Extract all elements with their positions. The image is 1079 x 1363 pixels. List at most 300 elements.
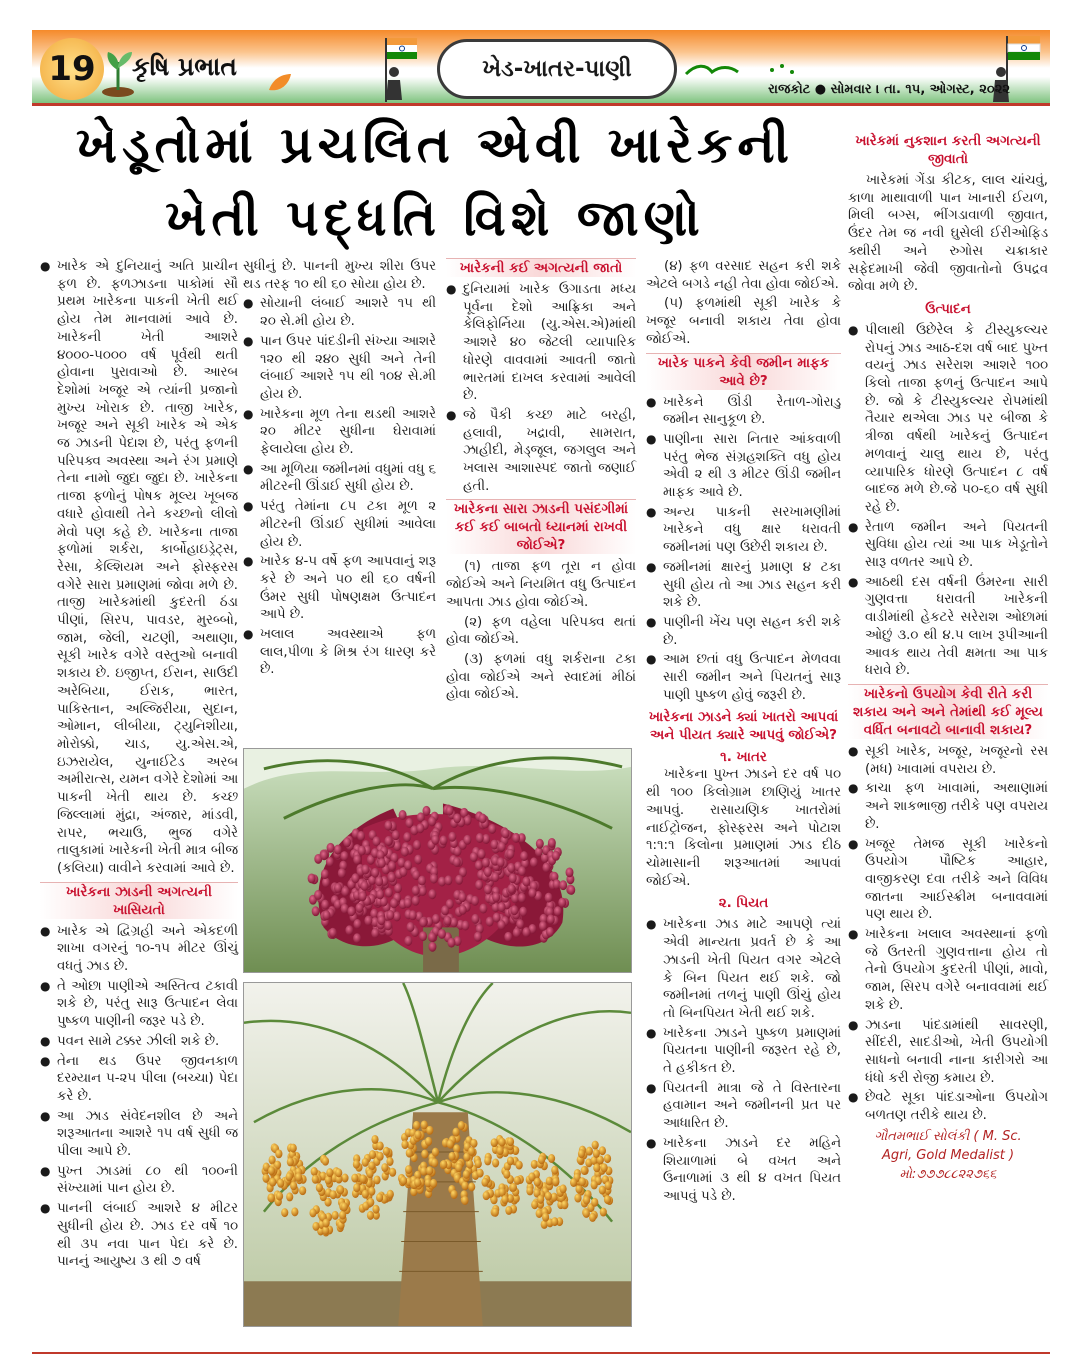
red-date-fruit [488, 824, 496, 834]
section-heading: ખારેકના સારા ઝાડની પસંદગીમાં કઈ કઈ બાબતો ધ્યાનમાં રાખવી જોઈએ? [446, 499, 636, 554]
yellow-date-fruit [277, 1179, 284, 1188]
red-date-fruit [334, 845, 342, 855]
bullet-item: ● પરંતુ તેમાંના ૮૫ ટકા મૂળ ૨ મીટરની ઊંડાઈ સુધીમાં આવેલા હોય છે. [243, 498, 436, 551]
red-date-fruit [312, 906, 320, 916]
red-date-fruit [431, 835, 439, 845]
column-2 [243, 258, 436, 681]
yellow-date-fruit [452, 1128, 459, 1137]
yellow-date-fruit [362, 1158, 369, 1167]
yellow-date-fruit [531, 1200, 538, 1209]
red-date-fruit [370, 909, 378, 919]
page-number: 19 [40, 38, 104, 100]
red-date-fruit [327, 843, 335, 853]
yellow-date-fruit [372, 1205, 379, 1214]
yellow-dates-photo [243, 982, 632, 1327]
yellow-date-fruit [578, 1149, 585, 1158]
yellow-date-fruit [332, 1211, 339, 1220]
red-date-fruit [528, 888, 536, 898]
red-date-fruit [428, 942, 436, 952]
red-date-fruit [536, 839, 544, 849]
yellow-date-fruit [574, 1194, 581, 1203]
red-date-fruit [341, 904, 349, 914]
section-heading: ખારેકના ઝાડની અગત્યની ખાસિયતો [40, 882, 238, 919]
red-date-fruit [504, 932, 512, 942]
red-date-fruit [548, 838, 556, 848]
yellow-date-fruit [552, 1177, 559, 1186]
red-date-fruit [419, 917, 427, 927]
red-date-fruit [364, 916, 372, 926]
column-4 [646, 258, 841, 1208]
dateline: રાજકોટ ● સોમવાર । તા. ૧૫, ઓગસ્ટ, ૨૦૨૨ [768, 82, 1010, 97]
yellow-date-fruit [353, 1183, 360, 1192]
yellow-date-fruit [311, 1167, 318, 1176]
red-date-fruit [461, 921, 469, 931]
red-date-fruit [546, 927, 554, 937]
red-date-fruit [322, 877, 330, 887]
yellow-date-fruit [510, 1183, 517, 1192]
red-date-fruit [444, 875, 452, 885]
yellow-date-fruit [339, 1211, 346, 1220]
yellow-date-fruit [405, 1165, 412, 1174]
bullet-item: ● જમીનમાં ક્ષારનું પ્રમાણ ૪ ટકા સુધી હોય તો આ ઝાડ સહન કરી શકે છે. [646, 559, 841, 612]
numbered-item: (૫) ફળમાંથી સૂકી ખારેક કે ખજૂર બનાવી શકાય તેવા હોવા જોઈએ. [646, 296, 841, 347]
red-date-fruit [422, 806, 430, 816]
yellow-date-fruit [421, 1120, 428, 1129]
yellow-date-fruit [548, 1154, 555, 1163]
bullet-item: ● સૂકી ખારેક, ખજૂર, ખજૂરનો રસ (મધ) ખાવામાં વપરાય છે. [848, 743, 1048, 778]
red-date-fruit [320, 850, 328, 860]
bullet-item: ● ખલાલ અવસ્થાએ ફળ લાલ,પીળા કે મિશ્ર રંગ ધારણ કરે છે. [243, 626, 436, 679]
yellow-date-fruit [579, 1177, 586, 1186]
yellow-date-fruit [400, 1176, 407, 1185]
red-date-fruit [441, 905, 449, 915]
red-date-fruit [471, 896, 479, 906]
yellow-date-fruit [286, 1192, 293, 1201]
bullet-item: ● ખારેકના ખલાલ અવસ્થાનાં ફળો જે ઉતરતી ગુણવત્તાના હોય તો તેનો ઉપયોગ કુદરતી પીણાં, માવો, જામ, સિરપ વગેરે બનાવવામાં થઈ શકે છે. [848, 926, 1048, 1015]
yellow-date-fruit [491, 1138, 498, 1147]
yellow-date-fruit [368, 1187, 375, 1196]
section-heading: ખારેક પાકને કેવી જમીન માફક આવે છે? [646, 353, 841, 390]
red-date-fruit [407, 922, 415, 932]
yellow-date-fruit [561, 1200, 568, 1209]
yellow-date-fruit [430, 1179, 437, 1188]
yellow-date-fruit [505, 1206, 512, 1215]
red-date-fruit [371, 868, 379, 878]
yellow-date-fruit [341, 1174, 348, 1183]
bullet-item: ● પાન ઉપર પાંદડીની સંખ્યા આશરે ૧૨૦ થી ૨૪૦ સુધી અને તેની લંબાઈ આશરે ૧૫ થી ૧૦૪ સે.મી હોય છે. [243, 333, 436, 404]
yellow-date-fruit [425, 1137, 432, 1146]
section-heading: ખારેકમાં નુકશાન કરતી અગત્યની જીવાતો [855, 133, 1041, 167]
yellow-date-fruit [377, 1142, 384, 1151]
red-date-fruit [377, 915, 385, 925]
yellow-date-fruit [376, 1193, 383, 1202]
yellow-date-fruit [389, 1168, 396, 1177]
yellow-date-fruit [316, 1183, 323, 1192]
red-date-fruit [314, 890, 322, 900]
yellow-date-fruit [458, 1121, 465, 1130]
yellow-date-fruit [290, 1144, 297, 1153]
yellow-date-fruit [470, 1139, 477, 1148]
yellow-date-fruit [290, 1181, 297, 1190]
red-date-fruit [384, 836, 392, 846]
section-heading: ખારેકનો ઉપયોગ કેવી રીતે કરી શકાય અને અને તેમાંથી કઈ મૂલ્ય વર્ધિત બનાવટો બાનાવી શકાય? [848, 684, 1048, 739]
red-date-fruit [519, 907, 527, 917]
red-date-fruit [371, 928, 379, 938]
red-date-fruit [347, 906, 355, 916]
bullet-item: ● ખારેકના મૂળ તેના થડથી આશરે ૨૦ મીટર સુધીના ઘેરાવામાં ફેલાયેલા હોય છે. [243, 406, 436, 459]
bird-icon [682, 58, 802, 82]
red-date-fruit [341, 851, 349, 861]
column-1 [40, 258, 238, 1273]
bullet-item: ● પવન સામે ટક્કર ઝીલી શકે છે. [40, 1033, 238, 1051]
yellow-date-fruit [268, 1166, 275, 1175]
red-date-fruit [353, 919, 361, 929]
bullet-item: ● ઝાડના પાંદડામાંથી સાવરણી, સીંદરી, સાદડીઓ, ખેતી ઉપયોગી સાધનો બનાવી નાના કારીગરો આ ધંધો કરી રોજી કમાય છે. [848, 1017, 1048, 1088]
red-date-fruit [386, 910, 394, 920]
yellow-date-fruit [477, 1169, 484, 1178]
bullet-item: ● અન્ય પાકની સરખામણીમાં ખારેકને વધુ ક્ષાર ધરાવતી જમીનમાં પણ ઉછેરી શકાય છે. [646, 504, 841, 557]
yellow-date-fruit [560, 1184, 567, 1193]
yellow-date-fruit [414, 1130, 421, 1139]
red-date-fruit [343, 837, 351, 847]
subheading: ૧. ખાતર [720, 749, 767, 766]
author-name: ગૌતમભાઈ સોલંકી ( M. Sc. [874, 1128, 1022, 1144]
yellow-date-fruit [276, 1192, 283, 1201]
yellow-date-fruit [377, 1152, 384, 1161]
bullet-item: ● પાનની લંબાઈ આશરે ૪ મીટર સુધીની હોય છે. ઝાડ દર વર્ષે ૧૦ થી ૩૫ નવા પાન પેદા કરે છે. પાનનું આયુષ્ય ૩ થી ૭ વર્ષ [40, 1200, 238, 1271]
red-date-fruit [388, 861, 396, 871]
yellow-date-fruit [534, 1178, 541, 1187]
bottom-rule [32, 1352, 1050, 1354]
subheading: ૨. પિયત [718, 895, 769, 912]
yellow-date-fruit [421, 1150, 428, 1159]
red-date-fruit [552, 851, 560, 861]
bullet-item: ● છેવટે સૂકા પાંદડાઓના ઉપયોગ બળતણ તરીકે થાય છે. [848, 1089, 1048, 1124]
bullet-item: ● જે પૈકી કચ્છ માટે બરહી, હલાવી, ખદ્રાવી, સામરાત, ઝાહીદી, મેડ્જૂલ, જગલુલ અને ખલાસ આશાસ્પદ જાતો જણાઈ હતી. [446, 407, 636, 496]
red-date-fruit [404, 860, 412, 870]
red-date-fruit [438, 929, 446, 939]
yellow-date-fruit [604, 1154, 611, 1163]
yellow-date-fruit [401, 1140, 408, 1149]
red-date-fruit [351, 873, 359, 883]
red-date-fruit [558, 898, 566, 908]
yellow-date-fruit [268, 1193, 275, 1202]
bullet-item: ● આઠથી દસ વર્ષની ઉંમરના સારી ગુણવત્તા ધરાવતી ખારેકની વાડીમાંથી હેકટરે સરેરાશ ઓછામાં ઓછું ૩.૦ થી ૪.૫ લાખ રૂપીઆની આવક થાય તેવી ક્ષમતા આ પાક ધરાવે છે. [848, 574, 1048, 680]
bullet-item: ● ખારેકના ઝાડને પુષ્કળ પ્રમાણમાં પિયતના પાણીની જરૂરત રહે છે, તે હકીકત છે. [646, 1025, 841, 1078]
red-date-fruit [428, 932, 436, 942]
yellow-date-fruit [326, 1168, 333, 1177]
column-5 [848, 132, 1048, 1184]
red-date-fruit [360, 881, 368, 891]
yellow-date-fruit [484, 1156, 491, 1165]
red-date-fruit [567, 885, 575, 895]
leaf-icon [267, 72, 293, 94]
yellow-date-fruit [367, 1211, 374, 1220]
yellow-date-fruit [330, 1190, 337, 1199]
red-date-fruit [477, 849, 485, 859]
yellow-date-fruit [463, 1170, 470, 1179]
red-date-fruit [509, 873, 517, 883]
bullet-item: ● તેના થડ ઉપર જીવનકાળ દરમ્યાન ૫-૨૫ પીલા (બચ્ચા) પેદા કરે છે. [40, 1053, 238, 1106]
red-date-fruit [416, 823, 424, 833]
red-date-fruit [404, 936, 412, 946]
red-date-fruit [566, 867, 574, 877]
red-date-fruit [358, 846, 366, 856]
yellow-date-fruit [492, 1159, 499, 1168]
red-date-fruit [338, 868, 346, 878]
red-date-fruit [353, 933, 361, 943]
red-date-fruit [392, 830, 400, 840]
yellow-date-fruit [323, 1219, 330, 1228]
yellow-date-fruit [570, 1178, 577, 1187]
red-date-fruit [322, 910, 330, 920]
yellow-date-fruit [449, 1152, 456, 1161]
red-date-fruit [447, 938, 455, 948]
yellow-date-fruit [371, 1135, 378, 1144]
yellow-date-fruit [593, 1149, 600, 1158]
yellow-date-fruit [269, 1178, 276, 1187]
red-date-fruit [375, 876, 383, 886]
bullet-item: ● આ મૂળિયા જમીનમાં વધુમાં વધુ ૬ મીટરની ઊંડાઈ સુધી હોય છે. [243, 461, 436, 496]
red-date-fruit [409, 910, 417, 920]
yellow-date-fruit [440, 1160, 447, 1169]
yellow-date-fruit [335, 1168, 342, 1177]
numbered-item: (૨) ફળ વહેલા પરિપક્વ થતાં હોવા જોઈએ. [446, 614, 636, 648]
yellow-date-fruit [507, 1137, 514, 1146]
red-date-fruit [440, 836, 448, 846]
red-date-fruit [403, 832, 411, 842]
yellow-date-fruit [551, 1166, 558, 1175]
bullet-item: ● ખારેક એ દ્વિગ્રહી અને એકદળી શાખા વગરનું ૧૦-૧૫ મીટર ઊંચું વધતું ઝાડ છે. [40, 923, 238, 976]
yellow-date-fruit [583, 1196, 590, 1205]
bullet-item: ● આ ઝાડ સંવેદનશીલ છે અને શરૂઆતના આશરે ૧૫ વર્ષ સુધી જ પીલા આપે છે. [40, 1108, 238, 1161]
red-date-fruit [479, 813, 487, 823]
bullet-item: ● તે ઓછા પાણીએ અસ્તિત્વ ટકાવી શકે છે, પરંતુ સારૂ ઉત્પાદન લેવા પુષ્કળ પાણીની જરૂર પડે છે. [40, 978, 238, 1031]
numbered-item: (૧) તાજા ફળ તૂરા ન હોવા જોઈએ અને નિયમિત વધુ ઉત્પાદન આપતા ઝાડ હોવા જોઈએ. [446, 559, 636, 610]
yellow-date-fruit [601, 1163, 608, 1172]
yellow-date-fruit [592, 1141, 599, 1150]
red-date-fruit [446, 806, 454, 816]
bullet-item: ● કાચા ફળ ખાવામાં, અથાણામાં અને શાકભાજી તરીકે પણ વપરાય છે. [848, 780, 1048, 833]
bullet-item: ● દુનિયામાં ખારેક ઉગાડતા મધ્ય પૂર્વના દેશો આફ્રિકા અને કેલિફોર્નિયા (યુ.એસ.એ)માંથી આશરે ૪૦ જેટલી વ્યાપારિક ધોરણે વાવવામાં આવતી જાતો ભારતમાં દાખલ કરવામાં આવેલી છે. [446, 281, 636, 405]
yellow-date-fruit [516, 1161, 523, 1170]
red-date-fruit [376, 889, 384, 899]
red-date-fruit [428, 889, 436, 899]
section-heading: ખારેકના ઝાડને ક્યાં ખાતરો આપવાં અને પીયત ક્યારે આપવું જોઈએ? [648, 709, 839, 744]
red-date-fruit [412, 896, 420, 906]
red-date-fruit [497, 920, 505, 930]
column-3 [446, 258, 636, 706]
yellow-date-fruit [498, 1138, 505, 1147]
yellow-date-fruit [586, 1147, 593, 1156]
red-date-fruit [486, 917, 494, 927]
yellow-date-fruit [604, 1195, 611, 1204]
red-date-fruit [384, 821, 392, 831]
bullet-item: ● આમ છતાં વધુ ઉત્પાદન મેળવવા સારી જમીન અને પિયતનું સારૂ પાણી પુષ્કળ હોવું જરૂરી છે. [646, 651, 841, 704]
red-date-fruit [329, 928, 337, 938]
red-date-fruit [378, 858, 386, 868]
yellow-date-fruit [295, 1173, 302, 1182]
numbered-item: (૩) ફળમાં વધુ શર્કરાના ટકા હોવા જોઈએ અને સ્વાદમાં મીઠાં હોવા જોઈએ. [446, 651, 636, 703]
red-date-fruit [507, 863, 515, 873]
yellow-date-fruit [600, 1208, 607, 1217]
red-date-fruit [518, 866, 526, 876]
yellow-date-fruit [546, 1177, 553, 1186]
red-date-fruit [428, 816, 436, 826]
yellow-date-fruit [455, 1163, 462, 1172]
bullet-item: ● ખજૂર તેમજ સૂકી ખારેકનો ઉપયોગ પૌષ્ટિક આહાર, વાજીકરણ દવા તરીકે અને વિવિધ જાતના આઈસ્ક્રીમ બનાવવામાં પણ થાય છે. [848, 836, 1048, 925]
yellow-date-fruit [542, 1213, 549, 1222]
red-date-fruit [547, 914, 555, 924]
red-date-fruit [419, 886, 427, 896]
numbered-item: (૪) ફળ વરસાદ સહન કરી શકે એટલે બગડે નહી તેવા હોવા જોઈએ. [646, 259, 841, 292]
yellow-date-fruit [291, 1207, 298, 1216]
red-date-fruit [345, 925, 353, 935]
yellow-date-fruit [475, 1159, 482, 1168]
yellow-date-fruit [497, 1146, 504, 1155]
red-date-fruit [542, 863, 550, 873]
red-date-fruit [390, 898, 398, 908]
headline-line-1: ખેડૂતોમાં પ્રચલિત એવી ખારેકની [76, 116, 794, 174]
yellow-date-fruit [461, 1196, 468, 1205]
yellow-date-fruit [414, 1178, 421, 1187]
bullet-item: ● ખારેકને ઊંડી રેતાળ-ગોરાડુ જમીન સાનુકૂળ છે. [646, 394, 841, 429]
red-date-fruit [474, 932, 482, 942]
red-date-fruit [484, 867, 492, 877]
red-date-fruit [448, 832, 456, 842]
red-dates-photo [243, 748, 632, 973]
red-date-fruit [444, 916, 452, 926]
yellow-date-fruit [337, 1185, 344, 1194]
red-date-fruit [559, 880, 567, 890]
yellow-date-fruit [481, 1178, 488, 1187]
yellow-date-fruit [451, 1190, 458, 1199]
red-date-fruit [491, 872, 499, 882]
yellow-date-fruit [583, 1209, 590, 1218]
pests-paragraph: ખારેકમાં ગેંડા કીટક, લાલ ચાંચવું, કાળા માથાવાળી પાન ખાનારી ઈયળ, મિલી બગ્સ, ભીંગડાવાળી જીવાત, ઉંદર તેમ જ નવી ઘુસેલી ઈરીઓફિડ ક્થીરી અને રુગોસ ચક્રાકાર સફેદમાખી જેવી જીવાતોનો ઉપદ્રવ જોવા મળે છે. [848, 173, 1048, 295]
red-date-fruit [357, 831, 365, 841]
yellow-date-fruit [406, 1149, 413, 1158]
red-date-fruit [507, 884, 515, 894]
yellow-date-fruit [262, 1174, 269, 1183]
red-date-fruit [414, 855, 422, 865]
yellow-date-fruit [538, 1155, 545, 1164]
yellow-date-fruit [581, 1166, 588, 1175]
red-date-fruit [498, 902, 506, 912]
red-date-fruit [475, 880, 483, 890]
author-phone: મો:૭૭૭૮૮૨૨૭૬૬ [899, 1166, 997, 1182]
yellow-date-fruit [605, 1181, 612, 1190]
bullet-item: ● પીલાથી ઉછેરેલ કે ટીસ્યુકલ્ચર રોપનું ઝાડ આઠ-દશ વર્ષ બાદ પુખ્ત વયનું ઝાડ સરેરાશ આશરે ૧૦૦ કિલો તાજા ફળનું ઉત્પાદન આપે છે. જો કે ટીસ્યુકલ્ચર રોપમાંથી તૈયાર થએલા ઝાડ પર બીજા કે ત્રીજા વર્ષથી ખારેકનું ઉત્પાદન મળવાનું ચાલુ થાય છે, પરંતુ વ્યાપારિક ધોરણે ઉત્પાદન ૮ વર્ષ બાદજ મળે છે.જે ૫૦-૬૦ વર્ષ સુધી રહે છે. [848, 322, 1048, 517]
red-date-fruit [334, 883, 342, 893]
yellow-date-fruit [503, 1170, 510, 1179]
red-date-fruit [430, 874, 438, 884]
red-date-fruit [404, 898, 412, 908]
masthead-band [32, 30, 1050, 106]
red-date-fruit [419, 931, 427, 941]
fertilizer-paragraph: ખારેકના પુખ્ત ઝાડને દર વર્ષ ૫૦ થી ૧૦૦ કિલોગ્રામ છાણિયું ખાતર આપવું. રાસાયણિક ખાતરોમાં નાઈટ્રોજન, ફોસ્ફરસ અને પોટાશ ૧:૧:૧ કિલોના પ્રમાણમાં ઝાડ દીઠ ચોમાસાની શરૂઆતમાં આપવાં જોઈએ. [646, 767, 841, 889]
yellow-date-fruit [483, 1191, 490, 1200]
yellow-date-fruit [387, 1190, 394, 1199]
red-date-fruit [455, 875, 463, 885]
red-date-fruit [476, 833, 484, 843]
red-date-fruit [497, 857, 505, 867]
red-date-fruit [520, 851, 528, 861]
yellow-date-fruit [366, 1169, 373, 1178]
yellow-date-fruit [507, 1156, 514, 1165]
yellow-date-fruit [312, 1175, 319, 1184]
yellow-date-fruit [360, 1174, 367, 1183]
yellow-date-fruit [431, 1158, 438, 1167]
yellow-date-fruit [351, 1174, 358, 1183]
yellow-date-fruit [591, 1198, 598, 1207]
yellow-date-fruit [591, 1180, 598, 1189]
yellow-date-fruit [447, 1140, 454, 1149]
bullet-item: ● પુખ્ત ઝાડમાં ૮૦ થી ૧૦૦ની સંખ્યામાં પાન હોય છે. [40, 1163, 238, 1198]
yellow-date-fruit [281, 1208, 288, 1217]
bullet-item: ● ખારેકના ઝાડ માટે આપણે ત્યાં એવી માન્યતા પ્રવર્ત છે કે આ ઝાડની ખેતી પિયત વગર એટલે કે બિન પિયત થઈ શકે. જો જમીનમાં તળનું પાણી ઊંચું હોય તો બિનપિયત ખેતી થઈ શકે. [646, 916, 841, 1022]
red-date-fruit [353, 855, 361, 865]
yellow-date-fruit [432, 1148, 439, 1157]
red-date-fruit [545, 893, 553, 903]
yellow-date-fruit [367, 1198, 374, 1207]
red-date-fruit [475, 860, 483, 870]
author-credentials: Agri, Gold Medalist ) [881, 1147, 1015, 1163]
red-date-fruit [463, 835, 471, 845]
yellow-date-fruit [353, 1160, 360, 1169]
yellow-date-fruit [593, 1163, 600, 1172]
red-date-fruit [522, 877, 530, 887]
section-heading: ખારેકની કઈ અગત્યની જાતો [446, 258, 636, 277]
red-date-fruit [512, 833, 520, 843]
red-date-fruit [510, 905, 518, 915]
red-date-fruit [506, 849, 514, 859]
red-date-fruit [356, 903, 364, 913]
red-date-fruit [453, 857, 461, 867]
red-date-fruit [482, 858, 490, 868]
bullet-item: ● પિયતની માત્રા જે તે વિસ્તારના હવામાન અને જમીનની પ્રત પર આધારિત છે. [646, 1080, 841, 1133]
brand-title: કૃષિ પ્રભાત [132, 52, 237, 81]
continuation-paragraph: સુધીનું છે. પાનની મુખ્ય શીરા ઉપર થડ તરફ ૧૦ થી ૬૦ સોયા હોય છે. [243, 259, 436, 292]
yellow-date-fruit [537, 1195, 544, 1204]
red-date-fruit [516, 919, 524, 929]
yellow-date-fruit [526, 1186, 533, 1195]
red-date-fruit [418, 876, 426, 886]
bullet-item: ● ખારેકના ઝાડને દર મહિને શિયાળામાં બે વખત અને ઉનાળામાં ૩ થી ૪ વખત પિયત આપવું પડે છે. [646, 1135, 841, 1206]
yellow-date-fruit [381, 1163, 388, 1172]
red-date-fruit [484, 884, 492, 894]
intro-paragraph: ● ખારેક એ દુનિયાનું અતિ પ્રાચીન ફળ છે. ફળઝાડના પાકોમાં સૌ પ્રથમ ખારેકના પાકની ખેતી થઈ હોય તેમ માનવામાં આવે છે. ખારેકની ખેતી આશરે ૪૦૦૦-૫૦૦૦ વર્ષ પૂર્વથી થતી હોવાના પુરાવાઓ છે. આરબ દેશોમાં ખજૂર એ ત્યાંની પ્રજાનો મુખ્ય ખોરાક છે. તાજી ખારેક, ખજૂર અને સૂકી ખારેક એ એક જ ઝાડની પેદાશ છે, પરંતુ ફળની પરિપક્વ અવસ્થા અને રંગ પ્રમાણે તેના નામો જુદા જુદા છે. ખારેકના તાજા ફળોનું પોષક મૂલ્ય ખૂબજ વધારે હોવાથી તેને કચ્છનો લીલો મેવો પણ કહે છે. ખારેકના તાજા ફળોમાં શર્કરા, કાર્બોહાઇડ્રેટ્સ, રેસા, કેલ્શિયમ અને ફોસ્ફરસ વગેરે સારા પ્રમાણમાં જોવા મળે છે. તાજી ખારેકમાંથી કુદરતી ઠંડા પીણાં, સિરપ, પાવડર, મુરબ્બો, જામ, જેલી, ચટણી, અથાણા, સૂકી ખારેક વગેરે વસ્તુઓ બનાવી શકાય છે. ઇજીપ્ત, ઈરાન, સાઉદી અરેબિયા, ઈરાક, ભારત, પાકિસ્તાન, અલ્જિરીયા, સુદાન, ઓમાન, લીબીયા, ટ્યુનિશીયા, મોરોક્કો, ચાડ, યુ.એસ.એ, ઇઝરાયેલ, યુનાઈટેડ અરબ અમીરાત્સ, યમન વગેરે દેશોમાં આ પાકની ખેતી થાય છે. કચ્છ જિલ્લામાં મુંદ્રા, અંજાર, માંડવી, રાપર, ભચાઉ, ભુજ વગેરે તાલુકામાં ખારેકની ખેતી માત્ર બીજ (કલિયા) વાવીને કરવામાં આવે છે. [40, 258, 238, 878]
yellow-date-fruit [341, 1202, 348, 1211]
bullet-item: ● પાણીના સારા નિતાર આંકવાળી પરંતુ ભેજ સંગ્રહશક્તિ વધુ હોય એવી ૨ થી ૩ મીટર ઊંડી જમીન માફક આવે છે. [646, 431, 841, 502]
yellow-date-fruit [275, 1149, 282, 1158]
red-date-fruit [388, 873, 396, 883]
red-date-fruit [513, 928, 521, 938]
red-date-fruit [412, 886, 420, 896]
red-date-fruit [458, 892, 466, 902]
red-date-fruit [385, 888, 393, 898]
red-date-fruit [530, 857, 538, 867]
yellow-date-fruit [368, 1161, 375, 1170]
yellow-date-fruit [413, 1121, 420, 1130]
yellow-date-fruit [383, 1147, 390, 1156]
section-label: ખેડ-ખાતર-પાણી [437, 39, 677, 99]
yellow-date-fruit [426, 1166, 433, 1175]
yellow-date-fruit [299, 1186, 306, 1195]
red-date-fruit [470, 852, 478, 862]
headline-line-2: ખેતી પદ્ધતિ વિશે જાણો [165, 189, 705, 247]
red-date-fruit [321, 900, 329, 910]
